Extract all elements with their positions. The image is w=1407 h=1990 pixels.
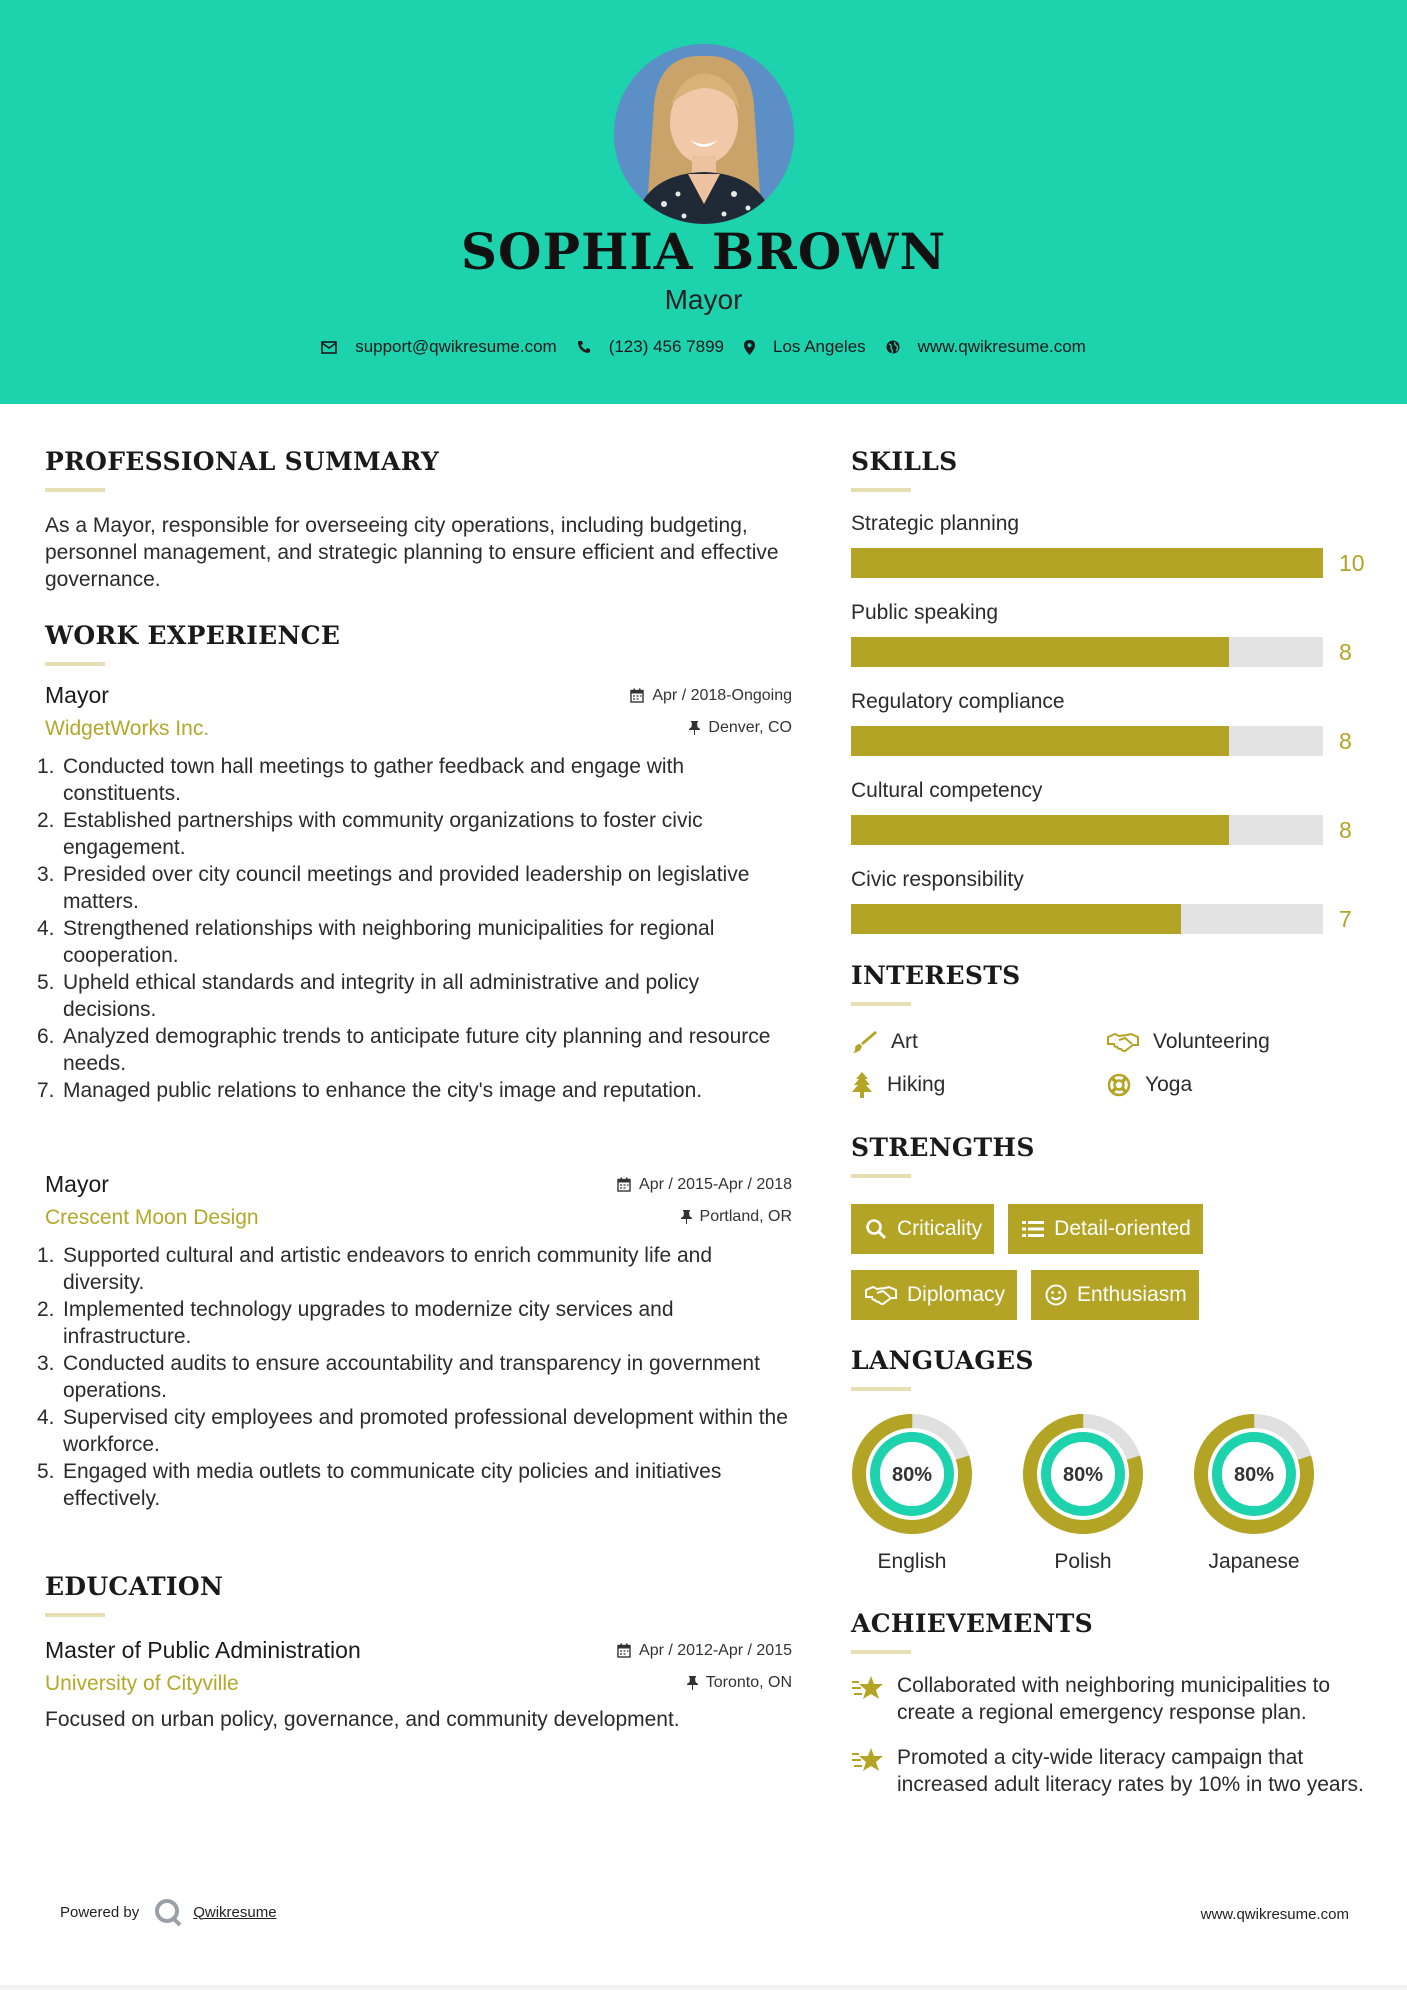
section-rule <box>851 1002 911 1006</box>
section-rule <box>851 1650 911 1654</box>
job-bullets <box>37 753 792 1104</box>
skill-item <box>851 601 1371 667</box>
job-location-text: Portland, OR <box>699 1208 792 1225</box>
skills-section <box>851 447 1371 492</box>
skill-name: Regulatory compliance <box>851 690 1065 713</box>
list-item: 1. Conducted town hall meetings to gather feedback and engage with constituents. <box>37 755 685 805</box>
job-subhead <box>45 717 792 741</box>
job-entry <box>37 682 792 1104</box>
language-progress-ring <box>1022 1413 1144 1535</box>
job-title: Mayor <box>45 682 109 708</box>
job-head <box>45 682 792 709</box>
interests-section <box>851 961 1371 1098</box>
language-progress-ring <box>1193 1413 1315 1535</box>
job-entry <box>37 1171 792 1512</box>
pushpin-icon <box>681 1210 692 1224</box>
section-rule <box>851 1387 911 1391</box>
language-item <box>851 1413 973 1574</box>
language-percent: 80% <box>1062 1464 1104 1486</box>
skill-row <box>851 637 1371 667</box>
resume-header <box>0 0 1407 404</box>
education-subhead <box>45 1672 792 1696</box>
company-name: Crescent Moon Design <box>45 1206 259 1229</box>
job-dates <box>630 687 792 705</box>
job-location <box>689 719 792 737</box>
language-name: English <box>877 1550 947 1573</box>
location-text: Los Angeles <box>773 337 866 356</box>
language-progress-ring <box>851 1413 973 1535</box>
smile-icon <box>1045 1284 1067 1306</box>
education-dates-text: Apr / 2012-Apr / 2015 <box>639 1641 792 1659</box>
list-item: 3. Presided over city council meetings and provided leadership on legislative matters. <box>37 863 750 913</box>
profile-photo-illustration <box>614 44 794 224</box>
list-item: 5. Engaged with media outlets to communicate city policies and initiatives effectively. <box>37 1460 722 1510</box>
phone-text: (123) 456 7899 <box>608 337 725 356</box>
strength-chip: Diplomacy <box>851 1270 1017 1320</box>
calendar-icon <box>617 1177 631 1192</box>
summary-title: PROFESSIONAL SUMMARY <box>45 447 440 476</box>
achievements-title: ACHIEVEMENTS <box>851 1609 1093 1638</box>
globe-icon <box>886 340 900 354</box>
map-pin-icon <box>744 340 755 355</box>
language-percent: 80% <box>1233 1464 1275 1486</box>
strengths-section <box>851 1133 1371 1336</box>
section-rule <box>45 662 105 666</box>
language-name: Polish <box>1054 1550 1112 1573</box>
page-bottom-strip <box>0 1985 1407 1990</box>
job-dates-text: Apr / 2018-Ongoing <box>652 686 792 704</box>
skill-name: Cultural competency <box>851 779 1043 802</box>
experience-section <box>45 621 792 666</box>
full-name: SOPHIA BROWN <box>460 222 947 281</box>
interests-grid <box>851 1030 1371 1098</box>
skill-item <box>851 690 1371 756</box>
school-name: University of Cityville <box>45 1672 239 1695</box>
section-rule <box>45 488 105 492</box>
section-rule <box>45 1613 105 1617</box>
skill-bar-fill <box>851 637 1229 667</box>
pushpin-icon <box>689 721 700 735</box>
languages-section <box>851 1346 1371 1574</box>
powered-by-label: Powered by <box>60 1903 140 1921</box>
skill-value: 8 <box>1339 727 1352 754</box>
lifebuoy-icon <box>1107 1073 1131 1097</box>
strengths-title: STRENGTHS <box>851 1133 1035 1162</box>
skill-name: Civic responsibility <box>851 868 1024 891</box>
profile-photo <box>614 44 794 224</box>
skill-bar-track <box>851 726 1323 756</box>
pushpin-icon <box>687 1676 698 1690</box>
skill-row <box>851 726 1371 756</box>
language-percent: 80% <box>891 1464 933 1486</box>
language-item <box>1193 1413 1315 1574</box>
education-section <box>45 1572 792 1733</box>
strength-chips <box>851 1204 1371 1336</box>
section-rule <box>851 1174 911 1178</box>
language-name: Japanese <box>1208 1550 1300 1573</box>
qwikresume-link[interactable]: Qwikresume <box>193 1903 277 1921</box>
skill-row <box>851 815 1371 845</box>
degree-name: Master of Public Administration <box>45 1637 361 1663</box>
job-dates <box>617 1176 792 1194</box>
education-description: Focused on urban policy, governance, and community development. <box>45 1708 680 1731</box>
languages-title: LANGUAGES <box>851 1346 1034 1375</box>
job-location-text: Denver, CO <box>708 719 792 736</box>
skill-item <box>851 512 1371 578</box>
achievement-item <box>851 1672 1371 1726</box>
education-title: EDUCATION <box>45 1572 224 1601</box>
skill-name: Strategic planning <box>851 512 1020 535</box>
email-text: support@qwikresume.com <box>355 337 557 356</box>
skill-row <box>851 904 1371 934</box>
summary-section <box>45 447 792 593</box>
skill-item <box>851 868 1371 934</box>
company-name: WidgetWorks Inc. <box>45 717 210 740</box>
strength-chip: Enthusiasm <box>1031 1270 1199 1320</box>
experience-title: WORK EXPERIENCE <box>45 621 341 650</box>
education-location <box>687 1674 792 1692</box>
skill-bar-fill <box>851 815 1229 845</box>
contact-location <box>744 337 866 357</box>
language-item <box>1022 1413 1144 1574</box>
list-item: 2. Established partnerships with community organizations to foster civic engagement. <box>37 809 703 859</box>
footer-powered-by <box>60 1897 277 1927</box>
skill-item <box>851 779 1371 845</box>
phone-icon <box>577 340 591 354</box>
job-role: Mayor <box>664 284 743 315</box>
calendar-icon <box>630 688 644 703</box>
languages-list <box>851 1413 1371 1574</box>
list-item: 2. Implemented technology upgrades to modernize city services and infrastructure. <box>37 1298 674 1348</box>
job-bullets <box>37 1242 792 1512</box>
section-rule <box>851 488 911 492</box>
list-icon <box>1022 1220 1044 1238</box>
website-text: www.qwikresume.com <box>917 337 1086 356</box>
paintbrush-icon <box>851 1030 877 1054</box>
skill-bar-fill <box>851 726 1229 756</box>
list-item: 7. Managed public relations to enhance the city's image and reputation. <box>37 1079 703 1102</box>
skill-bar-track <box>851 904 1323 934</box>
strength-chip: Criticality <box>851 1204 994 1254</box>
contact-phone[interactable] <box>577 337 724 357</box>
contact-bar <box>0 337 1407 357</box>
interest-item: Yoga <box>1107 1072 1363 1098</box>
skill-bar-fill <box>851 904 1181 934</box>
list-item: 5. Upheld ethical standards and integrity in all administrative and policy decisions. <box>37 971 700 1021</box>
summary-text: As a Mayor, responsible for overseeing city operations, including budgeting, personnel management, and strategic planning to ensure efficient and effective governance. <box>45 514 779 591</box>
envelope-icon <box>321 341 337 354</box>
skills-title: SKILLS <box>851 447 958 476</box>
achievement-text: Collaborated with neighboring municipalities to create a regional emergency response plan. <box>897 1674 1331 1724</box>
skill-value: 8 <box>1339 638 1352 665</box>
list-item: 4. Supervised city employees and promoted professional development within the workforce. <box>37 1406 788 1456</box>
tree-icon <box>851 1072 873 1098</box>
job-location <box>681 1208 792 1226</box>
job-subhead <box>45 1206 792 1230</box>
skills-list <box>851 512 1371 957</box>
achievement-item <box>851 1744 1371 1798</box>
education-dates <box>617 1642 792 1660</box>
handshake-icon <box>1107 1032 1139 1052</box>
skill-bar-fill <box>851 548 1323 578</box>
skill-bar-track <box>851 548 1323 578</box>
calendar-icon <box>617 1643 631 1658</box>
skill-value: 10 <box>1339 549 1365 576</box>
interest-item: Volunteering <box>1107 1030 1363 1054</box>
qwikresume-logo-icon <box>153 1897 183 1927</box>
achievements-section <box>851 1609 1371 1798</box>
job-dates-text: Apr / 2015-Apr / 2018 <box>639 1175 792 1193</box>
list-item: 1. Supported cultural and artistic endeavors to enrich community life and diversity. <box>37 1244 713 1294</box>
search-icon <box>865 1218 887 1240</box>
list-item: 4. Strengthened relationships with neighboring municipalities for regional cooperation. <box>37 917 715 967</box>
list-item: 3. Conducted audits to ensure accountability and transparency in government operations. <box>37 1352 760 1402</box>
interest-item: Hiking <box>851 1072 1107 1098</box>
handshake-icon <box>865 1285 897 1305</box>
education-location-text: Toronto, ON <box>705 1674 792 1691</box>
skill-bar-track <box>851 637 1323 667</box>
job-title: Mayor <box>45 1171 109 1197</box>
star-icon <box>851 1746 885 1774</box>
interests-title: INTERESTS <box>851 961 1021 990</box>
list-item: 6. Analyzed demographic trends to anticipate future city planning and resource needs. <box>37 1025 771 1075</box>
contact-website[interactable] <box>886 337 1086 357</box>
footer-site[interactable]: www.qwikresume.com <box>1200 1906 1349 1923</box>
skill-bar-track <box>851 815 1323 845</box>
skill-row <box>851 548 1371 578</box>
skill-name: Public speaking <box>851 601 999 624</box>
achievement-text: Promoted a city-wide literacy campaign that increased adult literacy rates by 10% in two years. <box>897 1746 1364 1796</box>
skill-value: 7 <box>1339 905 1352 932</box>
interest-item: Art <box>851 1030 1107 1054</box>
strength-chip: Detail-oriented <box>1008 1204 1203 1254</box>
contact-email[interactable] <box>321 337 557 357</box>
star-icon <box>851 1674 885 1702</box>
skill-value: 8 <box>1339 816 1352 843</box>
education-head <box>45 1637 792 1664</box>
job-head <box>45 1171 792 1198</box>
